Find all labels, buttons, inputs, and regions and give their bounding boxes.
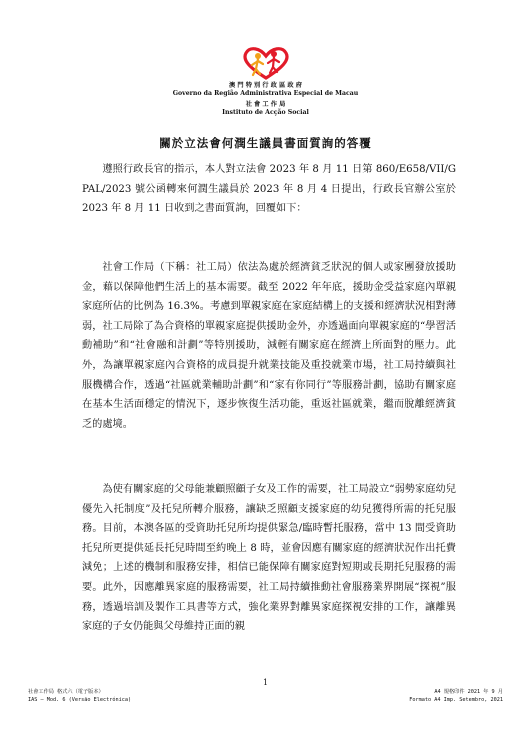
government-name-portuguese: Governo da Região Administrativa Especial de Macau	[172, 90, 359, 97]
government-name-chinese: 澳 門 特 別 行 政 區 政 府	[229, 82, 302, 89]
footer-print-format-chinese: A4 規格印件 2021 年 9 月	[434, 689, 503, 695]
bureau-name-chinese: 社 會 工 作 局	[245, 101, 286, 108]
footer-print-format-portuguese: Formato A4 Imp. Setembro, 2021	[409, 697, 503, 703]
footer-line-2	[28, 697, 503, 704]
bureau-name-portuguese: Instituto de Acção Social	[222, 109, 309, 116]
paragraph-2: 社會工作局（下稱：社工局）依法為處於經濟貧乏狀況的個人或家團發放援助金，藉以保障他們生活上的基本需要。截至 2022 年年底，援助金受益家庭內單親家庭所佔的比例為 16.3%。考慮到單親家庭在家庭結構上的支援和經濟狀況相對薄弱，社工局除了為合資格的單親家庭提供援助金外，亦透過面向單親家庭的“學習活動補助”和“社會融和計劃”等特別援助，減輕有關家庭在經濟上所面對的壓力。此外，為讓單親家庭內合資格的成員提升就業技能及重投就業市場，社工局持續與社服機構合作，透過“社區就業輔助計劃”和“家有你同行”等服務計劃，協助有關家庭在基本生活面穩定的情況下，逐步恢復生活功能，重返社區就業，繼而脫離經濟貧乏的處境。	[82, 262, 456, 430]
paragraph-3: 為使有關家庭的父母能兼顧照顧子女及工作的需要，社工局設立“弱勢家庭幼兒優先入托制度”及托兒所轉介服務，讓缺乏照顧支援家庭的幼兒獲得所需的托兒服務。目前，本澳各區的受資助托兒所均提供緊急/臨時暫托服務，當中 13 間受資助托兒所更提供延長托兒時間至約晚上 8 時，並會因應有關家庭的經濟狀況作出托費減免；上述的機制和服務安排，相信已能保障有關家庭對短期或長期托兒服務的需要。此外，因應離異家庭的服務需要，社工局持續推動社會服務業界開展“探視”服務，透過培訓及製作工具書等方式，強化業界對離異家庭探視安排的工作，讓離異家庭的子女仍能與父母維持正面的親	[82, 484, 456, 633]
ias-family-logo-icon	[236, 44, 296, 80]
document-title: 關於立法會何潤生議員書面質詢的答覆	[159, 136, 372, 150]
footer-line-1	[28, 689, 503, 696]
footer-form-label-chinese: 社會工作局 格式六（電子版本）	[28, 689, 104, 695]
footer-form-label-portuguese: IAS – Mod. 6 (Versão Electrónica)	[28, 697, 132, 703]
letterhead	[0, 44, 531, 117]
paragraph-1: 遵照行政長官的指示，本人對立法會 2023 年 8 月 11 日第 860/E658/VII/GPAL/2023 號公函轉來何潤生議員於 2023 年 8 月 4 日提出，行政長官辦公室於 2023 年 8 月 11 日收到之書面質詢，回覆如下：	[82, 164, 456, 215]
page-number: 1	[262, 678, 269, 687]
